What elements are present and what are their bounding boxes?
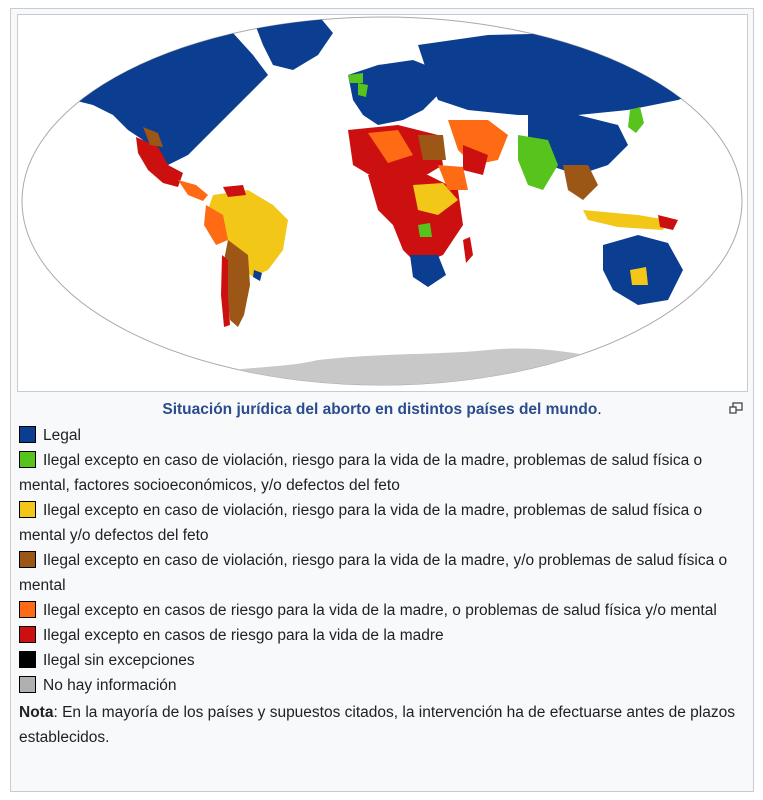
legend-item <box>19 598 745 623</box>
footnote <box>19 700 745 750</box>
legend-label: Ilegal excepto en caso de violación, riesgo para la vida de la madre, problemas de salud física o mental y/o defectos del feto <box>19 502 703 544</box>
map-caption <box>19 397 745 750</box>
legend-swatch <box>19 551 36 568</box>
africa-green <box>418 223 432 237</box>
legend-label: Legal <box>43 427 81 444</box>
figure-frame <box>10 8 754 792</box>
enlarge-icon[interactable] <box>729 402 743 414</box>
world-map-svg <box>18 15 747 391</box>
legend-item <box>19 673 745 698</box>
footnote-text: : En la mayoría de los países y supuestos citados, la intervención ha de efectuarse antes de plazos establecidos. <box>19 704 735 746</box>
legend-swatch <box>19 601 36 618</box>
australia-yellow <box>630 267 648 285</box>
legend-swatch <box>19 426 36 443</box>
world-map[interactable] <box>17 14 748 392</box>
legend-item <box>19 648 745 673</box>
legend-label: Ilegal excepto en caso de violación, riesgo para la vida de la madre, problemas de salud física o mental, factores socioeconómicos, y/o defectos del feto <box>19 452 703 494</box>
legend-swatch <box>19 676 36 693</box>
legend-item <box>19 448 745 498</box>
legend-label: Ilegal sin excepciones <box>43 652 195 669</box>
footnote-label: Nota <box>19 704 54 721</box>
legend-item <box>19 548 745 598</box>
caption-title-link[interactable]: Situación jurídica del aborto en distintos países del mundo <box>162 401 598 418</box>
legend-swatch <box>19 501 36 518</box>
legend-label: No hay información <box>43 677 177 694</box>
legend-label: Ilegal excepto en caso de violación, riesgo para la vida de la madre, y/o problemas de salud física o mental <box>19 552 728 594</box>
legend-swatch <box>19 451 36 468</box>
legend-item <box>19 498 745 548</box>
legend-label: Ilegal excepto en casos de riesgo para la vida de la madre <box>43 627 444 644</box>
legend-item <box>19 623 745 648</box>
legend-item <box>19 423 745 448</box>
caption-title-suffix: . <box>597 401 602 418</box>
legend-swatch <box>19 626 36 643</box>
legend-swatch <box>19 651 36 668</box>
caption-title <box>19 397 745 422</box>
legend-label: Ilegal excepto en casos de riesgo para la vida de la madre, o problemas de salud física y/o mental <box>43 602 717 619</box>
